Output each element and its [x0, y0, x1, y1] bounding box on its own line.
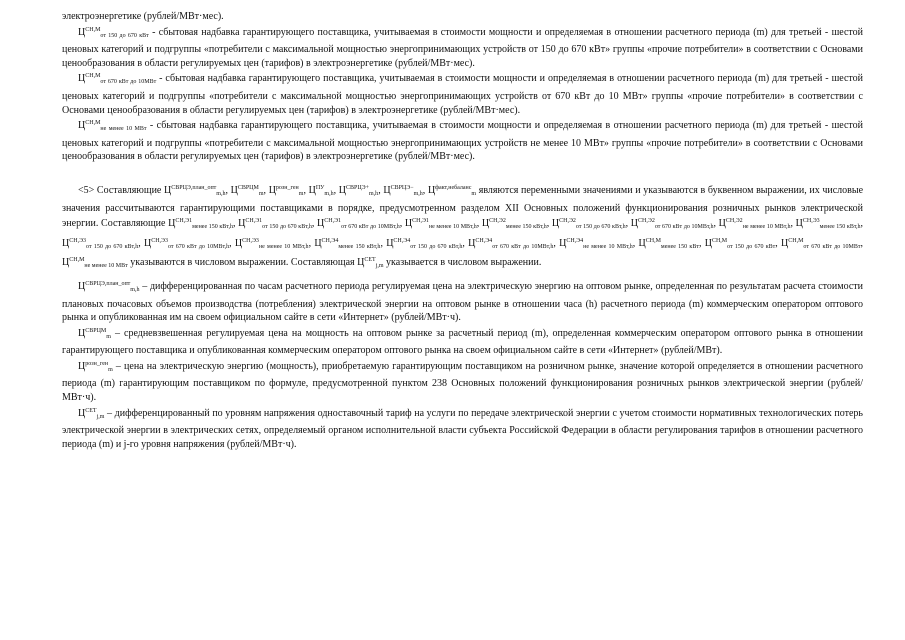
formula-symbol: $Ц^{СН,М}_{от 670 кВт до 10МВт}$ — [781, 237, 861, 250]
formula-symbol: $Ц^{СВРЦЭ,план\_опт}_{m,h}$ — [78, 280, 140, 293]
spacer — [62, 164, 863, 182]
formula-symbol: $Ц^{розн\_ген}_m$ — [268, 184, 304, 197]
formula-symbol-list: $Ц^{СН,Э1}_{менее 150 кВт,h}$, $Ц^{СН,Э1}_{от 150 до 670 кВт,h}$, $Ц^{СН,Э1}_{от 670 кВт до 10МВт,h}$, $Ц^{СН,Э1}_{не менее 10 МВт,h}$, $Ц^{СН,Э2}_{менее 150 кВт,h}$, $Ц^{СН,Э2}_{от 150 до 670 кВт,h}$, $Ц^{СН,Э2}_{от 670 кВт до 10МВт,h}$, $Ц^{СН,Э2}_{не менее 10 МВт,h}$, $Ц^{СН,Э3}_{менее 150 кВт,h}$, $Ц^{СН,Э3}_{от 150 до 670 кВт,h}$, $Ц^{СН,Э3}_{от 670 кВт до 10МВт,h}$, $Ц^{СН,Э3}_{не менее 10 МВт,h}$, $Ц^{СН,Э4}_{менее 150 кВт,h}$, $Ц^{СН,Э4}_{от 150 до 670 кВт,h}$, $Ц^{СН,Э4}_{от 670 кВт до 10МВт,h}$, $Ц^{СН,Э4}_{не менее 10 МВт,h}$, $Ц^{СН,М}_{менее 150 кВт}$, $Ц^{СН,М}_{от 150 до 670 кВт}$, $Ц^{СН,М}_{от 670 кВт до 10МВт}$, $Ц^{СН,М}_{не менее 10 МВт}$ — [62, 218, 864, 270]
paragraph-text: - сбытовая надбавка гарантирующего поставщика, учитываемая в стоимости мощности и определяемая в отношении расчетного периода (m) для третьей - шестой ценовых категорий и подгруппы «потребители с максимальной мощностью энергопринимающих устройств не менее 10 МВт» группы «прочие потребители» в соответствии с Основами ценообразования в области регулируемых цен (тарифов) в электроэнергетике (рублей/МВт·мес). — [62, 120, 863, 163]
formula-symbol: $Ц^{СН,М}_{не менее 10 МВт}$ — [62, 257, 128, 270]
definition-network-tariff — [62, 405, 863, 452]
definition-text: – дифференцированная по часам расчетного периода регулируемая цена на электрическую энергию на оптовом рынке, определенная по результатам расчета стоимости плановых почасовых объемов производства (потребления) электрической энергии на оптовом рынке в отношении часа (h) расчетного периода (m) коммерческим оператором оптового рынка и опубликованная им на своем официальном сайте в сети «Интернет» (рублей/МВт·ч). — [62, 280, 863, 324]
formula-symbol: $Ц^{СЕТ}_{j,m}$ — [78, 407, 105, 420]
formula-symbol: $Ц^{ПУ}_{m,h}$ — [308, 184, 334, 197]
formula-symbol: $Ц^{СН,Э3}_{от 670 кВт до 10МВт,h}$ — [143, 237, 230, 250]
formula-symbol: $Ц^{СН,Э1}_{менее 150 кВт,h}$ — [168, 218, 233, 231]
footnote-text: указываются в числовом выражении. Составляющая — [127, 257, 358, 269]
paragraph-markup-150-670 — [62, 24, 863, 71]
formula-symbol: $Ц^{розн\_ген}_m$ — [78, 360, 113, 373]
formula-symbol: $Ц^{СН,М}_{от 670 кВт до 10МВт}$ — [78, 73, 157, 86]
formula-symbol: $Ц^{СВРЦЭ-}_{m,h}$ — [383, 184, 423, 197]
definition-text: – дифференцированный по уровням напряжения одноставочный тариф на услуги по передаче электрической энергии с учетом стоимости нормативных технологических потерь электрической энергии в электрических сетях, определяемый органом исполнительной власти субъекта Российской Федерации в области регулирования тарифов в отношении расчетного периода (m) и j-го уровня напряжения (рублей/МВт·ч). — [62, 407, 863, 450]
definition-retail-generation-price — [62, 358, 863, 405]
formula-symbol: $Ц^{СН,Э3}_{не менее 10 МВт,h}$ — [234, 237, 309, 250]
paragraph-text: - сбытовая надбавка гарантирующего поставщика, учитываемая в стоимости мощности и определяемая в отношении расчетного периода (m) для третьей - шестой ценовых категорий и подгруппы «потребители с максимальной мощностью энергопринимающих устройств от 150 до 670 кВт» группы «прочие потребители» в соответствии с Основами ценообразования в области регулируемых цен (тарифов) в электроэнергетике (рублей/МВт·мес). — [62, 26, 863, 69]
formula-symbol: $Ц^{СН,Э3}_{менее 150 кВт,h}$ — [795, 218, 861, 231]
footnote-5: <5> Составляющие $Ц^{СВРЦЭ,план\_опт}_{m,h}$, $Ц^{СВРЦМ}_m$, $Ц^{розн\_ген}_m$, $Ц^{ПУ}_{m,h}$, $Ц^{СВРЦЭ+}_{m,h}$, $Ц^{СВРЦЭ-}_{m,h}$, $Ц^{факт,небаланс}_m$ являются переменными значениями и указываются в буквенном выражении, их числовые значения рассчитываются гарантирующими поставщиками в порядке, предусмотренном разделом XII Основных положений функционирования розничных рынков электрической энергии. Составляющие $Ц^{СН,Э1}_{менее 150 кВт,h}$, $Ц^{СН,Э1}_{от 150 до 670 кВт,h}$, $Ц^{СН,Э1}_{от 670 кВт до 10МВт,h}$, $Ц^{СН,Э1}_{не менее 10 МВт,h}$, $Ц^{СН,Э2}_{менее 150 кВт,h}$, $Ц^{СН,Э2}_{от 150 до 670 кВт,h}$, $Ц^{СН,Э2}_{от 670 кВт до 10МВт,h}$, $Ц^{СН,Э2}_{не менее 10 МВт,h}$, $Ц^{СН,Э3}_{менее 150 кВт,h}$, $Ц^{СН,Э3}_{от 150 до 670 кВт,h}$, $Ц^{СН,Э3}_{от 670 кВт до 10МВт,h}$, $Ц^{СН,Э3}_{не менее 10 МВт,h}$, $Ц^{СН,Э4}_{менее 150 кВт,h}$, $Ц^{СН,Э4}_{от 150 до 670 кВт,h}$, $Ц^{СН,Э4}_{от 670 кВт до 10МВт,h}$, $Ц^{СН,Э4}_{не менее 10 МВт,h}$, $Ц^{СН,М}_{менее 150 кВт}$, $Ц^{СН,М}_{от 150 до 670 кВт}$, $Ц^{СН,М}_{от 670 кВт до 10МВт}$, $Ц^{СН,М}_{не менее 10 МВт}$ указываются в числовом выражении. Составляющая $Ц^{СЕТ}_{j,m}$ указывается в числовом выражении. — [62, 184, 864, 270]
formula-symbol: $Ц^{СН,Э1}_{не менее 10 МВт,h}$ — [404, 218, 477, 231]
text-line-top: электроэнергетике (рублей/МВт·мес). — [62, 11, 224, 22]
formula-symbol: $Ц^{СВРЦЭ,план\_опт}_{m,h}$ — [164, 184, 226, 197]
formula-symbol: $Ц^{СН,М}_{от 150 до 670 кВт}$ — [78, 26, 149, 39]
formula-symbol: $Ц^{СВРЦЭ+}_{m,h}$ — [338, 184, 379, 197]
footnote-text: указывается в числовом выражении. — [383, 257, 542, 269]
formula-symbol: $Ц^{СН,М}_{не менее 10 МВт}$ — [78, 120, 147, 133]
formula-symbol: $Ц^{СН,Э1}_{от 670 кВт до 10МВт,h}$ — [317, 218, 400, 231]
formula-symbol: $Ц^{СВРЦМ}_m$ — [230, 184, 264, 197]
formula-symbol: $Ц^{СН,Э4}_{от 150 до 670 кВт,h}$ — [386, 237, 463, 250]
formula-symbol: $Ц^{СН,Э4}_{не менее 10 МВт,h}$ — [559, 237, 633, 250]
formula-symbol: $Ц^{СВРЦМ}_m$ — [78, 327, 111, 340]
footnote-text: являются переменными значениями и указываются в буквенном выражении, их числовые значения рассчитываются гарантирующими поставщиками в порядке, предусмотренном разделом XII Основных положений функционирования розничных рынков электрической энергии. Составляющие — [62, 184, 864, 230]
paragraph-markup-670-10 — [62, 70, 863, 117]
formula-symbol: $Ц^{СН,Э4}_{менее 150 кВт,h}$ — [314, 237, 381, 250]
definition-wholesale-energy-price — [62, 278, 863, 325]
formula-symbol: $Ц^{СН,Э2}_{не менее 10 МВт,h}$ — [718, 218, 791, 231]
formula-symbol: $Ц^{СН,М}_{менее 150 кВт}$ — [638, 237, 699, 250]
paragraph-text: - сбытовая надбавка гарантирующего поставщика, учитываемая в стоимости мощности и определяемая в отношении расчетного периода (m) для третьей - шестой ценовых категорий и подгруппы «потребители с максимальной мощностью энергопринимающих устройств от 670 кВт до 10 МВт» группы «прочие потребители» в соответствии с Основами ценообразования в области регулируемых цен (тарифов) в электроэнергетике (рублей/МВт·мес). — [62, 73, 863, 116]
paragraph-markup-10-plus — [62, 117, 863, 164]
formula-symbol: $Ц^{факт,небаланс}_m$ — [427, 184, 477, 197]
formula-symbol: $Ц^{СН,Э4}_{от 670 кВт до 10МВт,h}$ — [468, 237, 554, 250]
definition-text: – цена на электрическую энергию (мощность), приобретаемую гарантирующим поставщиком на розничном рынке, значение которой определяется в отношении расчетного периода (m) гарантирующим поставщиком по формуле, предусмотренной пунктом 238 Основных положений функционирования розничных рынков электрической энергии (рублей/МВт·ч). — [62, 360, 863, 404]
footnote-lead: <5> Составляющие — [78, 184, 164, 196]
formula-symbol: $Ц^{СН,Э2}_{менее 150 кВт,h}$ — [481, 218, 547, 231]
formula-symbol: $Ц^{СН,М}_{от 150 до 670 кВт}$ — [704, 237, 776, 250]
formula-symbol: $Ц^{СН,Э2}_{от 670 кВт до 10МВт,h}$ — [630, 218, 714, 231]
formula-symbol: $Ц^{СН,Э1}_{от 150 до 670 кВт,h}$ — [238, 218, 312, 231]
definition-text: – средневзвешенная регулируемая цена на мощность на оптовом рынке за расчетный период (m), определенная коммерческим оператором оптового рынка в отношении гарантирующего поставщика и опубликованная коммерческим оператором оптового рынка на своем официальном сайте в сети «Интернет» (рублей/МВт). — [62, 327, 863, 357]
definition-wholesale-capacity-price — [62, 325, 863, 358]
formula-symbol: $Ц^{СН,Э2}_{от 150 до 670 кВт,h}$ — [551, 218, 626, 231]
formula-symbol: $Ц^{СН,Э3}_{от 150 до 670 кВт,h}$ — [62, 237, 139, 250]
formula-symbol: $Ц^{СЕТ}_{j,m}$ — [357, 257, 384, 270]
